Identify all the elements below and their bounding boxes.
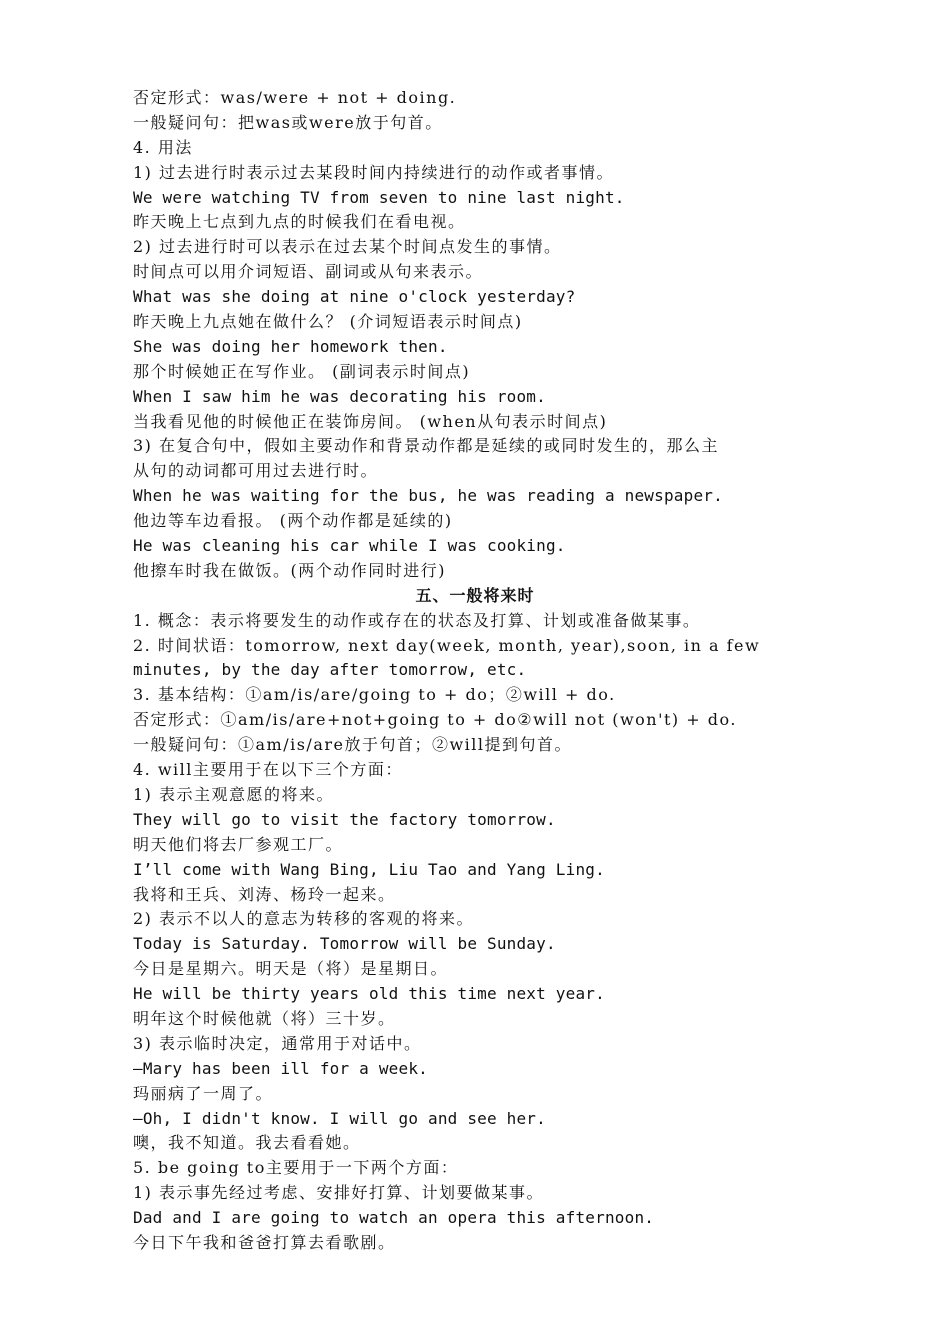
text-line: He will be thirty years old this time next year. [133,984,605,1004]
text-line: 1) 过去进行时表示过去某段时间内持续进行的动作或者事情。 [133,162,615,182]
text-line: 2) 过去进行时可以表示在过去某个时间点发生的事情。 [133,237,562,257]
text-line: 他擦车时我在做饭。(两个动作同时进行) [133,560,446,580]
section-heading: 五、一般将来时 [415,585,535,605]
text-line: —Oh, I didn't know. I will go and see her. [133,1108,546,1128]
text-line: 噢，我不知道。我去看看她。 [133,1133,361,1153]
text-line: We were watching TV from seven to nine last night. [133,187,625,207]
text-line: —Mary has been ill for a week. [133,1058,428,1078]
text-line: 明年这个时候他就（将）三十岁。 [133,1008,396,1028]
text-line: 1. 概念：表示将要发生的动作或存在的状态及打算、计划或准备做某事。 [133,610,701,630]
text-line: 3. 基本结构：①am/is/are/going to + do；②will + do. [133,685,616,705]
text-line: 时间点可以用介词短语、副词或从句来表示。 [133,262,484,282]
document-page [0,86,950,1256]
text-line: 我将和王兵、刘涛、杨玲一起来。 [133,884,396,904]
text-line: Dad and I are going to watch an opera this afternoon. [133,1208,655,1228]
text-line: 当我看见他的时候他正在装饰房间。 (when从句表示时间点) [133,411,608,431]
text-line: 4. 用法 [133,137,193,157]
text-line: 否定形式：was/were + not + doing. [133,88,457,107]
text-line: When he was waiting for the bus, he was reading a newspaper. [133,486,723,506]
text-line: 玛丽病了一周了。 [133,1083,274,1103]
text-line: 从句的动词都可用过去进行时。 [133,461,379,481]
text-line: 3) 表示临时决定，通常用于对话中。 [133,1033,422,1053]
text-line: 2) 表示不以人的意志为转移的客观的将来。 [133,909,475,929]
text-line: 昨天晚上七点到九点的时候我们在看电视。 [133,212,466,232]
text-line: She was doing her homework then. [133,336,448,356]
text-line: They will go to visit the factory tomorrow. [133,809,556,829]
text-line: I’ll come with Wang Bing, Liu Tao and Yang Ling. [133,859,605,879]
text-line: 他边等车边看报。 (两个动作都是延续的) [133,511,453,531]
text-line: 1) 表示主观意愿的将来。 [133,784,335,804]
text-line: 一般疑问句：①am/is/are放于句首；②will提到句首。 [133,735,573,755]
text-line: 明天他们将去厂参观工厂。 [133,834,344,854]
text-line: minutes, by the day after tomorrow, etc. [133,660,527,680]
text-line: 否定形式：①am/is/are+not+going to + do②will not (won't) + do. [133,710,737,730]
text-line: He was cleaning his car while I was cooking. [133,536,566,556]
text-line: 一般疑问句：把was或were放于句首。 [133,112,443,132]
text-line: 3) 在复合句中，假如主要动作和背景动作都是延续的或同时发生的，那么主 [133,436,720,456]
text-line: 那个时候她正在写作业。 (副词表示时间点) [133,361,471,381]
text-line: 2. 时间状语：tomorrow, next day(week, month, year),soon, in a few [133,635,761,655]
text-line: 今日是星期六。明天是（将）是星期日。 [133,959,449,979]
text-line: 昨天晚上九点她在做什么？ (介词短语表示时间点) [133,312,523,332]
text-line: When I saw him he was decorating his room. [133,386,546,406]
text-line: 1) 表示事先经过考虑、安排好打算、计划要做某事。 [133,1183,545,1203]
text-line: 5. be going to主要用于一下两个方面： [133,1158,459,1178]
text-line: Today is Saturday. Tomorrow will be Sunday. [133,934,556,954]
text-line: 今日下午我和爸爸打算去看歌剧。 [133,1232,396,1252]
text-line: What was she doing at nine o'clock yesterday? [133,287,576,307]
text-line: 4. will主要用于在以下三个方面： [133,760,403,780]
